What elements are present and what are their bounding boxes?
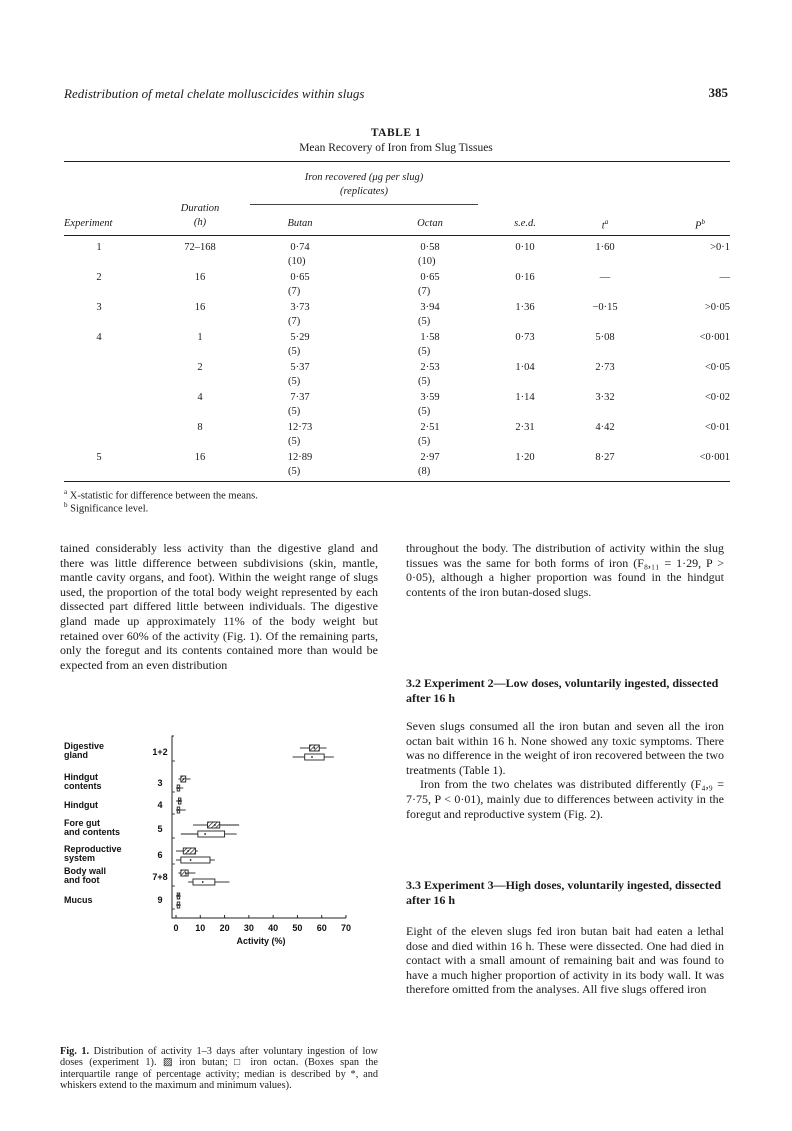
table-cell-sed: 1·14 [515, 392, 535, 403]
group-header: Iron recovered (μg per slug) [304, 172, 424, 183]
col-sed: s.e.d. [514, 218, 536, 229]
part-number-label: 9 [157, 895, 163, 905]
median-marker [178, 904, 180, 906]
median-marker [179, 800, 181, 802]
page-number: 385 [708, 85, 728, 100]
table-cell-butan: 12·89 [287, 452, 313, 463]
table-header-rule [64, 235, 730, 236]
table-cell-replicates: (5) [288, 376, 301, 387]
box-iron-butan [300, 745, 327, 751]
table-cell-butan: 12·73 [287, 422, 313, 433]
table-cell-experiment: 1 [96, 242, 102, 253]
table-cell-replicates: (10) [418, 256, 436, 267]
right-column-paragraph-1: throughout the body. The distribution of activity within the slug tissues was the same for both forms of iron (F₈,₁₁ = 1·29, P > 0·05), although a higher proportion was found in the hindgut contents of the iron butan-dosed slugs. [406, 541, 724, 599]
table-cell-butan: 3·73 [290, 302, 310, 313]
table-cell-replicates: (10) [288, 256, 306, 267]
median-marker [178, 809, 180, 811]
table-cell-octan: 1·58 [420, 332, 440, 343]
group-header-rule [250, 204, 478, 205]
table-cell-butan: 5·37 [290, 362, 310, 373]
box-iron-butan [176, 798, 182, 804]
table-cell-octan: 3·59 [420, 392, 440, 403]
box-iron-butan [193, 822, 239, 828]
x-axis-label: Activity (%) [236, 936, 286, 946]
table-cell-t: 4·42 [595, 422, 615, 433]
box-iron-butan [178, 870, 195, 876]
table-cell-duration: 1 [197, 332, 203, 343]
x-tick-label: 20 [219, 923, 230, 933]
table-cell-p: <0·05 [704, 362, 730, 373]
table-cell-p: <0·02 [704, 392, 730, 403]
x-tick-label: 40 [268, 923, 279, 933]
category-label: Fore gut [64, 818, 100, 828]
table-cell-replicates: (5) [288, 466, 301, 477]
median-marker [187, 850, 189, 852]
median-marker [178, 787, 180, 789]
footnote-b: $^b$ Significance level. [64, 501, 149, 515]
x-tick-label: 10 [195, 923, 206, 933]
part-number-label: 7+8 [152, 872, 168, 882]
median-marker [202, 881, 204, 883]
category-label: system [64, 853, 96, 863]
table-cell-replicates: (5) [288, 406, 301, 417]
table-cell-duration: 16 [194, 272, 206, 283]
figure-1-caption: Fig. 1. Distribution of activity 1–3 days after voluntary ingestion of low doses (experiment 1). ▨ iron butan; □ iron octan. (Boxes span the interquartile range of percentage activity; median is described by *, and whiskers extend to the maximum and minimum values). [60, 1046, 378, 1092]
interquartile-box [181, 857, 210, 863]
table-cell-replicates: (7) [288, 286, 301, 297]
right-column-paragraph-2: Seven slugs consumed all the iron butan and seven all the iron octan bait within 16 h. None showed any toxic symptoms. There was no difference in the weight of iron recovered between the two treatments (Table 1). Iron from the two chelates was distributed differently (F₄,₉ = 7·75, P < 0·01), mainly due to differences between activity in the foregut and reproductive system (Fig. 2). [406, 719, 724, 821]
table-cell-t: 5·08 [595, 332, 615, 343]
x-tick-label: 30 [243, 923, 254, 933]
table-cell-duration: 8 [197, 422, 203, 433]
table-cell-replicates: (5) [418, 346, 431, 357]
part-number-label: 3 [157, 778, 163, 788]
category-label: Body wall [64, 866, 107, 876]
table-cell-experiment: 5 [96, 452, 102, 463]
col-duration-unit: (h) [193, 217, 207, 228]
interquartile-box [183, 848, 195, 854]
table-cell-replicates: (5) [418, 436, 431, 447]
category-label: contents [64, 781, 102, 791]
table-cell-t: — [599, 272, 611, 283]
table-cell-t: 3·32 [595, 392, 615, 403]
y-axis-line [172, 736, 174, 918]
figure-1-boxplot [56, 724, 386, 1024]
table-cell-butan: 0·74 [290, 242, 310, 253]
table-cell-p: >0·1 [710, 242, 730, 253]
table-cell-octan: 2·51 [420, 422, 440, 433]
col-t: $t^a$ [601, 218, 609, 232]
table-cell-p: <0·001 [699, 452, 730, 463]
part-number-label: 4 [157, 800, 163, 810]
table-cell-replicates: (5) [418, 376, 431, 387]
table-cell-p: <0·01 [704, 422, 730, 433]
table-cell-sed: 2·31 [515, 422, 535, 433]
table-cell-sed: 0·73 [515, 332, 535, 343]
box-iron-octan [181, 831, 237, 837]
table-cell-sed: 1·20 [515, 452, 535, 463]
category-label: Reproductive [64, 844, 122, 854]
table-cell-p: <0·001 [699, 332, 730, 343]
table-cell-t: 2·73 [595, 362, 615, 373]
table-top-rule [64, 161, 730, 162]
table-cell-experiment: 4 [96, 332, 102, 343]
right-column-paragraph-4: Eight of the eleven slugs fed iron butan bait had eaten a lethal dose and died within 16 h. These were dissected. One had died in contact with a small amount of remaining bait and was found to have a much higher proportion of activity in its body wall. It was therefore omitted from the analyses. All five slugs offered iron [406, 924, 724, 997]
box-iron-butan [178, 776, 190, 782]
table-cell-butan: 7·37 [290, 392, 310, 403]
interquartile-box [305, 754, 324, 760]
x-tick-label: 0 [173, 923, 179, 933]
interquartile-box [198, 831, 225, 837]
table-cell-duration: 72–168 [184, 242, 216, 253]
x-tick-label: 70 [340, 923, 352, 933]
table-cell-p: — [719, 272, 730, 283]
footnote-a: $^a$ X-statistic for difference between the means. [64, 488, 258, 502]
median-marker [204, 833, 206, 835]
box-iron-octan [176, 785, 183, 791]
left-column-paragraph: tained considerably less activity than the digestive gland and there was little difference between subdivisions (skin, mantle, mantle cavity organs, and foot). Within the weight range of slugs used, the proportion of the total body weight represented by each dissected part differed little between individuals. The digestive gland made up approximately 11% of the body weight but retained over 60% of the activity (Fig. 1). Of the remaining parts, only the foregut and its contents contained more than would be expected from an even distribution [60, 541, 378, 672]
table-cell-replicates: (5) [418, 316, 431, 327]
box-iron-octan [188, 879, 229, 885]
table-cell-t: −0·15 [592, 302, 618, 313]
box-iron-octan [293, 754, 334, 760]
table-cell-sed: 0·16 [515, 272, 535, 283]
table-cell-octan: 2·97 [420, 452, 440, 463]
table-cell-octan: 0·65 [420, 272, 440, 283]
table-cell-octan: 0·58 [420, 242, 440, 253]
median-marker [311, 756, 313, 758]
box-iron-butan [176, 893, 181, 899]
table-cell-replicates: (7) [288, 316, 301, 327]
table-bottom-rule [64, 481, 730, 482]
interquartile-box [181, 870, 188, 876]
category-label: gland [64, 750, 88, 760]
table-cell-sed: 1·04 [515, 362, 535, 373]
section-3-2-heading: 3.2 Experiment 2—Low doses, voluntarily ingested, dissected after 16 h [406, 676, 719, 705]
box-iron-octan [176, 807, 186, 813]
category-label: Hindgut [64, 800, 98, 810]
median-marker [182, 778, 184, 780]
table-cell-butan: 0·65 [290, 272, 310, 283]
category-label: and foot [64, 875, 100, 885]
table-cell-experiment: 2 [96, 272, 102, 283]
table-cell-octan: 3·94 [420, 302, 440, 313]
col-duration: Duration [180, 203, 220, 214]
col-p: $P^b$ [695, 218, 705, 232]
table-cell-duration: 16 [194, 452, 206, 463]
median-marker [190, 859, 192, 861]
category-label: Hindgut [64, 772, 98, 782]
table-cell-replicates: (5) [288, 436, 301, 447]
median-marker [185, 872, 187, 874]
median-marker [314, 747, 316, 749]
category-label: and contents [64, 827, 121, 837]
table-cell-t: 8·27 [595, 452, 615, 463]
interquartile-box [208, 822, 220, 828]
category-label: Digestive [64, 741, 105, 751]
table-cell-p: >0·05 [704, 302, 730, 313]
table-title: TABLE 1 [370, 127, 422, 139]
part-number-label: 6 [157, 850, 163, 860]
table-cell-replicates: (8) [418, 466, 431, 477]
col-octan: Octan [417, 218, 443, 229]
table-cell-octan: 2·53 [420, 362, 440, 373]
col-experiment: Experiment [64, 218, 113, 229]
interquartile-box [193, 879, 215, 885]
col-butan: Butan [287, 218, 313, 229]
x-tick-label: 60 [316, 923, 327, 933]
table-cell-duration: 2 [197, 362, 203, 373]
median-marker [214, 824, 216, 826]
table-cell-sed: 0·10 [515, 242, 535, 253]
running-title: Redistribution of metal chelate molluscicides within slugs [64, 86, 365, 101]
table-cell-replicates: (7) [418, 286, 431, 297]
table-cell-replicates: (5) [418, 406, 431, 417]
section-3-3-heading: 3.3 Experiment 3—High doses, voluntarily ingested, dissected after 16 h [406, 878, 722, 907]
box-iron-octan [176, 902, 181, 908]
group-header-sub: (replicates) [339, 186, 388, 197]
table-cell-butan: 5·29 [290, 332, 310, 343]
table-cell-experiment: 3 [96, 302, 102, 313]
part-number-label: 1+2 [152, 747, 168, 757]
table-cell-t: 1·60 [595, 242, 615, 253]
table-cell-duration: 4 [197, 392, 203, 403]
box-iron-butan [176, 848, 198, 854]
part-number-label: 5 [157, 824, 163, 834]
table-cell-sed: 1·36 [515, 302, 535, 313]
x-tick-label: 50 [292, 923, 303, 933]
box-iron-octan [176, 857, 215, 863]
table-cell-duration: 16 [194, 302, 206, 313]
median-marker [178, 895, 180, 897]
category-label: Mucus [64, 895, 93, 905]
table-caption: Mean Recovery of Iron from Slug Tissues [299, 142, 493, 154]
table-cell-replicates: (5) [288, 346, 301, 357]
